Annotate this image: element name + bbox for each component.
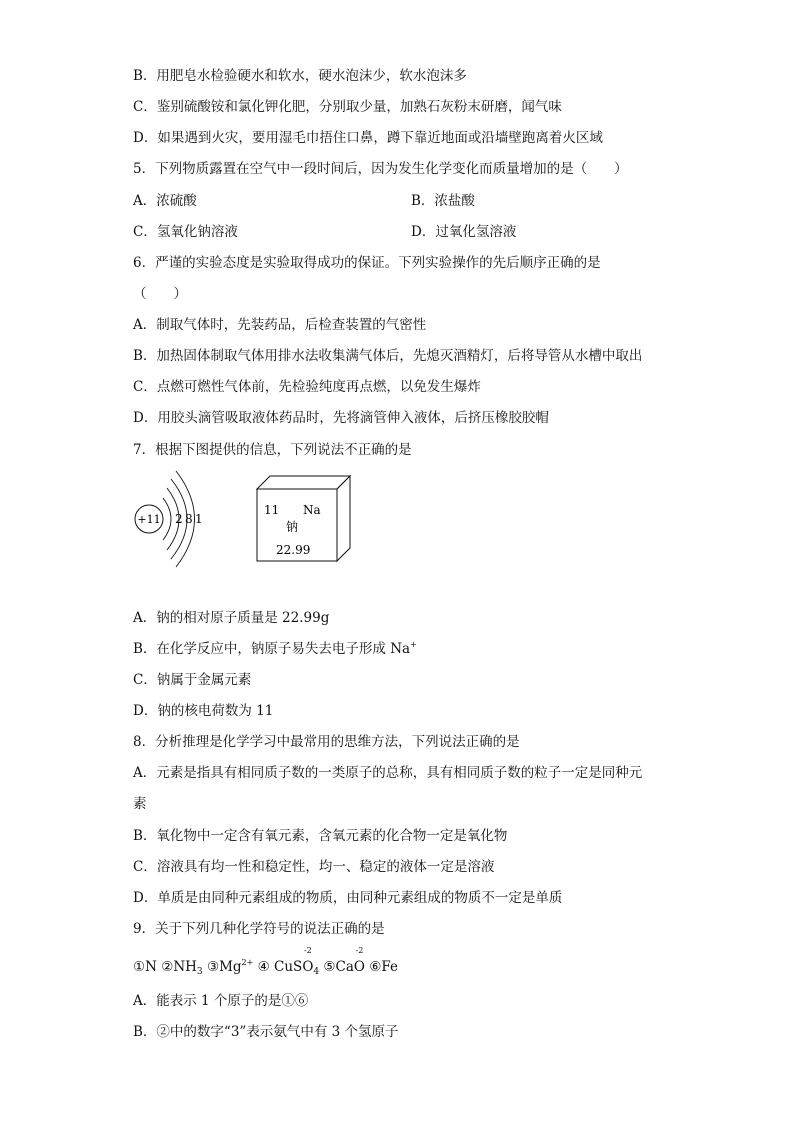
q5-option-b: B．浓盐酸 — [411, 193, 475, 209]
marker-2: ② — [161, 959, 174, 975]
q9-option-b: B．②中的数字“3”表示氨气中有 3 个氢原子 — [133, 1024, 399, 1040]
atomic-mass: 22.99 — [276, 543, 311, 557]
question-6-paren: （ ） — [133, 286, 187, 302]
symbol-n: N — [145, 959, 157, 975]
q9-option-a: A．能表示 1 个原子的是①⑥ — [133, 993, 309, 1009]
q6-option-c: C．点燃可燃性气体前，先检验纯度再点燃，以免发生爆炸 — [133, 379, 481, 395]
shell-3-electrons: 1 — [195, 512, 203, 526]
symbol-cao: Ca -2 O — [335, 946, 365, 975]
q8-option-d: D．单质是由同种元素组成的物质，由同种元素组成的物质不一定是单质 — [133, 890, 563, 906]
element-name: 钠 — [286, 520, 299, 534]
option-line: C．鉴别硫酸铵和氯化钾化肥，分别取少量，加熟石灰粉末研磨，闻气味 — [133, 99, 562, 115]
q7-option-b: B．在化学反应中，钠原子易失去电子形成 Na+ — [133, 640, 417, 657]
nucleus-charge: +11 — [137, 513, 161, 526]
q8-option-a-cont: 素 — [133, 796, 147, 812]
question-5: 5．下列物质露置在空气中一段时间后，因为发生化学变化而质量增加的是（ ） — [133, 161, 628, 177]
symbol-fe: Fe — [381, 959, 399, 975]
q6-option-a: A．制取气体时，先装药品，后检查装置的气密性 — [133, 317, 427, 333]
marker-5: ⑤ — [323, 959, 336, 975]
q7-option-c: C．钠属于金属元素 — [133, 672, 252, 688]
option-line: B．用肥皂水检验硬水和软水，硬水泡沫少，软水泡沫多 — [133, 68, 467, 84]
shell-1-electrons: 2 — [175, 512, 183, 526]
q8-option-a: A．元素是指具有相同质子数的一类原子的总称，具有相同质子数的粒子一定是同种元 — [133, 765, 643, 781]
symbol-mg-ion: $Mg^{2+}$ — [219, 958, 254, 975]
chemical-symbols-line — [133, 946, 399, 977]
symbol-nh3: $NH_3$ — [173, 959, 203, 977]
q5-option-c: C．氢氧化钠溶液 — [133, 224, 238, 240]
element-cell-box — [257, 476, 350, 561]
marker-3: ③ — [206, 959, 220, 975]
atomic-structure-diagram — [135, 471, 203, 567]
q7-option-a: A．钠的相对原子质量是 22.99g — [133, 610, 330, 626]
question-7: 7．根据下图提供的信息，下列说法不正确的是 — [133, 442, 412, 458]
q8-option-c: C．溶液具有均一性和稳定性，均一、稳定的液体一定是溶液 — [133, 859, 495, 875]
symbol-cuso4: CuS -2 $O_4$ — [274, 946, 320, 977]
q5-option-d: D．过氧化氢溶液 — [411, 224, 517, 240]
q5-option-a: A．浓硫酸 — [133, 193, 197, 209]
option-line: D．如果遇到火灾，要用湿毛巾捂住口鼻，蹲下靠近地面或沿墙壁跑离着火区域 — [133, 130, 603, 146]
question-6: 6．严谨的实验态度是实验取得成功的保证。下列实验操作的先后顺序正确的是 — [133, 255, 601, 271]
marker-6: ⑥ — [369, 959, 382, 975]
question-9: 9．关于下列几种化学符号的说法正确的是 — [133, 921, 385, 937]
marker-1: ① — [133, 959, 146, 975]
q8-option-b: B．氧化物中一定含有氧元素，含氧元素的化合物一定是氧化物 — [133, 828, 508, 844]
q6-option-b: B．加热固体制取气体用排水法收集满气体后，先熄灭酒精灯，后将导管从水槽中取出 — [133, 348, 643, 364]
element-symbol: Na — [303, 503, 321, 517]
q7-option-d: D．钠的核电荷数为 11 — [133, 703, 274, 719]
shell-2-electrons: 8 — [185, 512, 193, 526]
atomic-number: 11 — [264, 503, 280, 517]
sodium-figure — [133, 468, 363, 568]
question-8: 8．分析推理是化学学习中最常用的思维方法，下列说法正确的是 — [133, 734, 520, 750]
marker-4: ④ — [257, 959, 270, 975]
q6-option-d: D．用胶头滴管吸取液体药品时，先将滴管伸入液体，后挤压橡胶胶帽 — [133, 410, 549, 426]
